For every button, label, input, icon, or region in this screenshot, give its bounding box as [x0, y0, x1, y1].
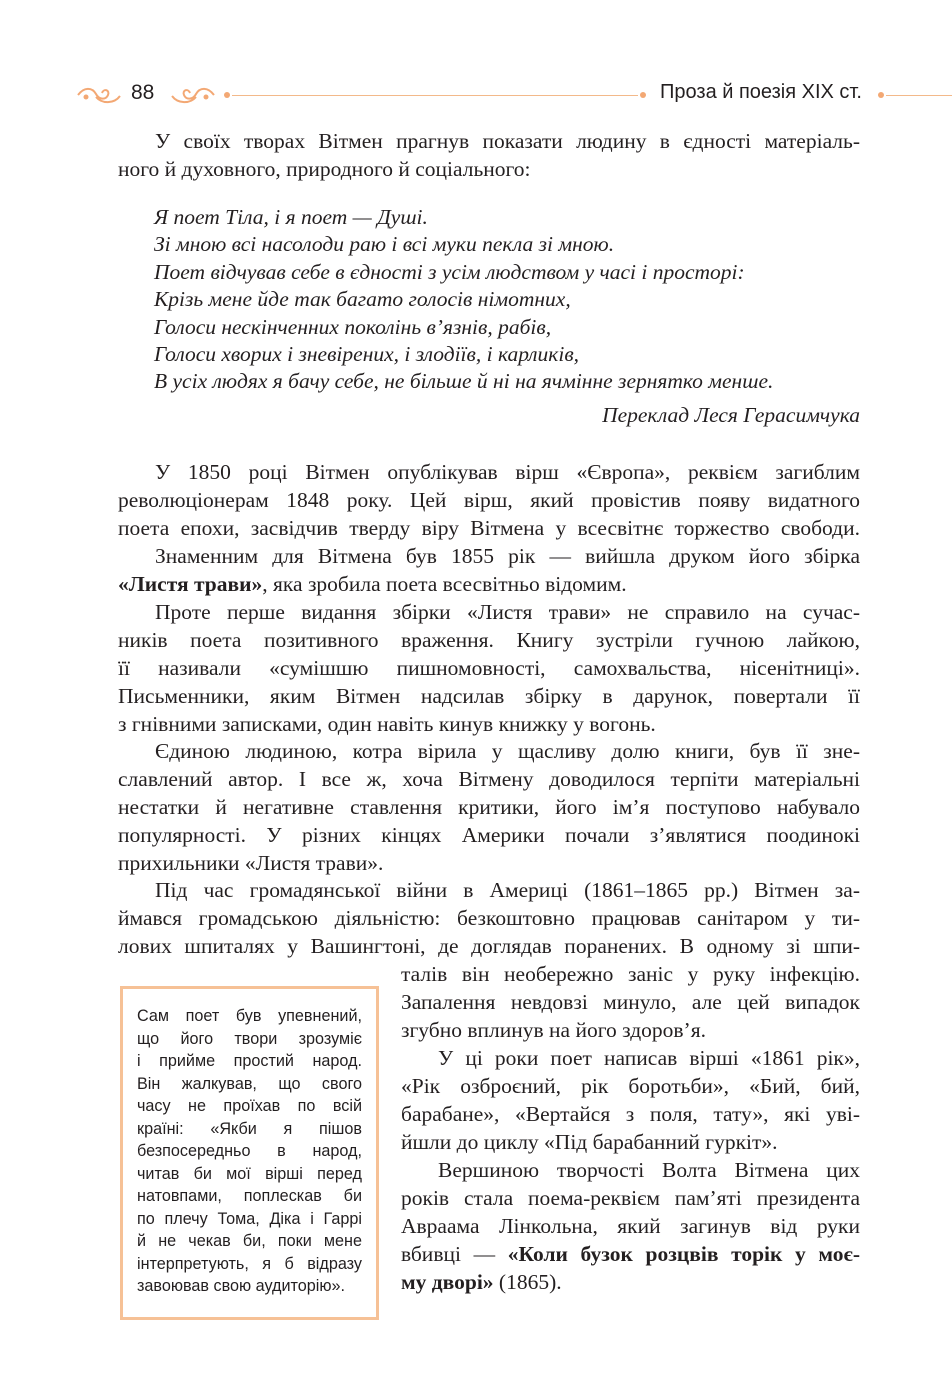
book-title: «Листя трави» [118, 572, 263, 596]
right-ornament-icon [170, 84, 216, 106]
poem-line: Голоси нескінченних поколінь в’язнів, рабів, [154, 314, 552, 339]
text-line [401, 1240, 860, 1268]
paragraph-1855 [118, 542, 860, 598]
sidebar-line: що його твори зрозуміє [137, 1029, 362, 1048]
header-dot [640, 92, 646, 98]
poem-title: му дворі» [401, 1270, 494, 1294]
text-line: років стала поема-реквієм пам’яті президента [401, 1186, 860, 1210]
intro-paragraph [118, 127, 860, 183]
header-dot [878, 92, 884, 98]
text-line: згубно вплинув на його здоров’я. [401, 1018, 706, 1042]
paragraph-civil-war-continued [401, 960, 860, 1044]
paragraph-reception [118, 598, 860, 738]
poem-line: Голоси хворих і зневірених, і злодіїв, і карликів, [154, 342, 580, 367]
paragraph-1850 [118, 458, 860, 542]
text-line [401, 1268, 860, 1296]
text-fragment: вбивці — [401, 1242, 508, 1266]
text-line: Письменники, яким Вітмен надсилав збірку в дарунок, повертали її [118, 684, 860, 708]
text-line: славлений автор. І все ж, хоча Вітмену доводилося терпіти матеріальні [118, 767, 860, 791]
poem-line: Зі мною всі насолоди раю і всі муки пекла зі мною. [154, 232, 615, 257]
text-line: нестатки й негативне ставлення критики, його ім’я поступово набувало [118, 795, 860, 819]
header-rule-left [232, 95, 638, 96]
sidebar-line: часу не проїхав по всій [137, 1097, 362, 1115]
sidebar-note-box [120, 986, 379, 1320]
text-line: У ці роки поет написав вірші «1861 рік», [438, 1046, 860, 1070]
header-rule-right [886, 95, 952, 96]
poem-excerpt [154, 204, 874, 396]
poem-line: В усіх людях я бачу себе, не більше й ні на ячмінне зернятко менше. [154, 369, 774, 394]
text-line: барабане», «Вертайся з поля, тату», які уві- [401, 1102, 860, 1126]
poem-line: Я поет Тіла, і я поет — Душі. [154, 205, 428, 229]
text-line: Запалення невдовзі минуло, але цей випадок [401, 990, 860, 1014]
text-line: Авраама Лінкольна, який загинув від руки [401, 1214, 860, 1238]
sidebar-line: і прийме простий народ. [137, 1052, 362, 1070]
text-line [118, 570, 860, 598]
header-dot [224, 92, 230, 98]
section-title: Проза й поезія XIX ст. [660, 81, 862, 103]
poem-line: Поет відчував себе в єдності з усім людством у часі і просторі: [154, 259, 745, 284]
text-line: прихильники «Листя трави». [118, 851, 384, 875]
poem-line: Крізь мене йде так багато голосів німотних, [154, 287, 571, 312]
text-line: Вершиною творчості Волта Вітмена цих [438, 1158, 860, 1182]
text-line: ного й духовного, природного й соціального: [118, 157, 531, 181]
text-fragment: (1865). [493, 1270, 562, 1294]
text-line: з гнівними записками, один навіть кинув книжку у вогонь. [118, 712, 656, 736]
text-line: У 1850 році Вітмен опублікував вірш «Європа», реквієм загиблим [155, 460, 860, 484]
sidebar-line: Сам поет був упевнений, [137, 1007, 362, 1025]
translation-attribution: Переклад Леся Герасимчука [602, 403, 860, 427]
text-line: революціонерам 1848 року. Цей вірш, який провістив появу видатного [118, 488, 860, 512]
text-line: йшли до циклу «Під барабанний гуркіт». [401, 1130, 778, 1154]
sidebar-line: безпосередньо в народ, [137, 1142, 362, 1160]
text-line: Єдиною людиною, котра вірила у щасливу долю книги, був її зне- [155, 739, 860, 763]
text-line: «Рік озброєний, рік боротьби», «Бий, бий, [401, 1074, 860, 1098]
paragraph-civil-war [118, 876, 860, 960]
text-line: талів він необережно заніс у руку інфекцію. [401, 962, 860, 986]
paragraph-lincoln [401, 1156, 860, 1296]
text-line: У своїх творах Вітмен прагнув показати людину в єдності матеріаль- [155, 129, 860, 153]
left-ornament-icon [76, 84, 122, 106]
sidebar-line: країні: «Якби я пішов [137, 1119, 362, 1138]
paragraph-author [118, 737, 860, 877]
text-line: лових шпиталях у Вашингтоні, де доглядав поранених. В одному зі шпи- [118, 934, 860, 958]
text-line: ймався громадською діяльністю: безкоштовно працював санітаром у ти- [118, 906, 860, 930]
sidebar-line: Він жалкував, що свого [137, 1074, 362, 1093]
sidebar-line: завоював свою аудиторію». [137, 1277, 345, 1295]
page-number: 88 [131, 81, 155, 104]
text-line: популярності. У різних кінцях Америки почали з’являтися поодинокі [118, 823, 860, 847]
sidebar-line: натовпами, поплескав би [137, 1187, 362, 1205]
page-header [0, 78, 952, 112]
sidebar-line: інтерпретують, я б відразу [137, 1254, 362, 1273]
poem-title: «Коли бузок розцвів торік у моє- [507, 1242, 860, 1266]
text-line: Проте перше видання збірки «Листя трави» не справило на сучас- [155, 600, 860, 624]
text-line: поета епохи, засвідчив тверду віру Вітмена у всесвітнє торжество свободи. [118, 516, 860, 540]
text-line: ників поета позитивного враження. Книгу зустріли гучною лайкою, [118, 628, 860, 652]
text-fragment: , яка зробила поета всесвітньо відомим. [262, 572, 627, 596]
text-line: її називали «сумішшю пишномовності, самохвальства, нісенітниці». [118, 656, 860, 680]
sidebar-line: по плечу Тома, Діка і Гаррі [137, 1209, 362, 1228]
paragraph-poems [401, 1044, 860, 1156]
sidebar-line: читав би мої вірші перед [137, 1164, 362, 1183]
text-line: Під час громадянської війни в Америці (1861–1865 рр.) Вітмен за- [155, 878, 860, 902]
sidebar-line: й не чекав би, поки мене [137, 1232, 362, 1250]
text-line: Знаменним для Вітмена був 1855 рік — вийшла друком його збірка [155, 544, 860, 568]
